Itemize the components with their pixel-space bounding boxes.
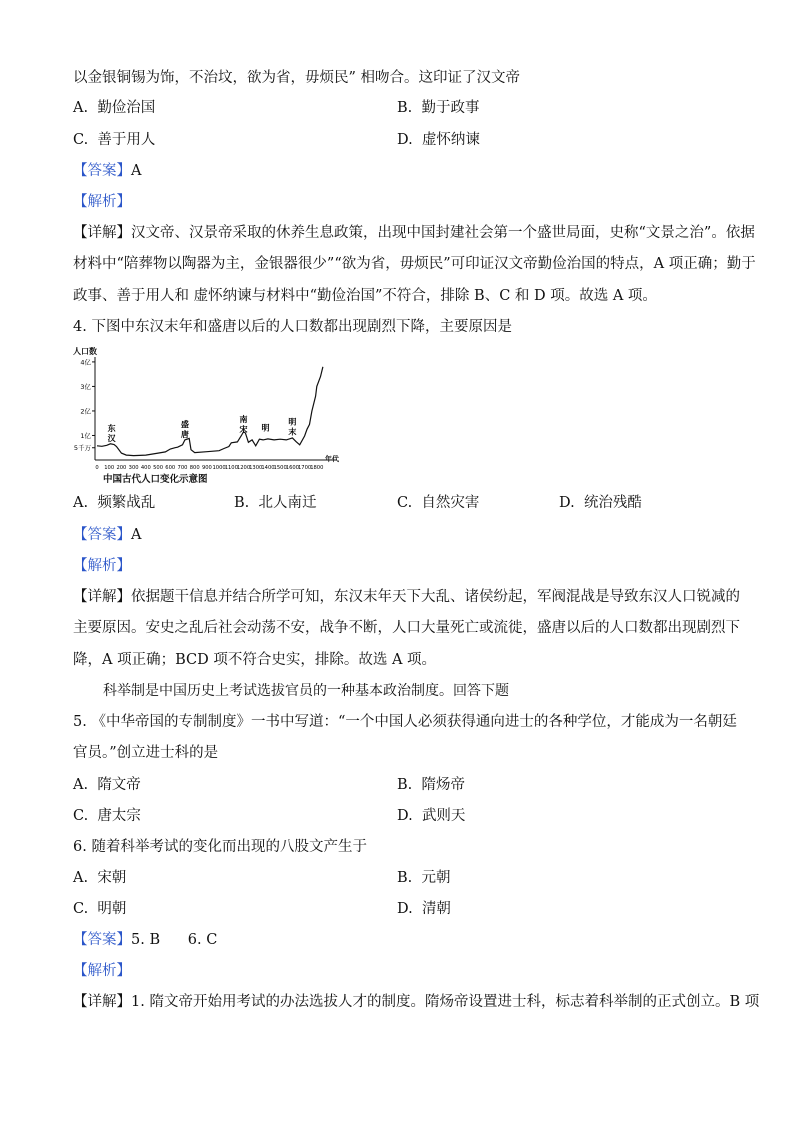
q5-stem-line-1: 5. 《中华帝国的专制制度》一书中写道：“一个中国人必须获得通向进士的各种学位，才能成为一名朝廷: [73, 714, 737, 730]
chart-annotation: 盛: [180, 419, 189, 429]
chart-xtick-label: 800: [189, 465, 200, 471]
q5-option-c: C. 唐太宗: [73, 808, 141, 824]
q56-analysis-tag: 【解析】: [73, 963, 131, 979]
q4-stem: 4. 下图中东汉末年和盛唐以后的人口数都出现剧烈下降，主要原因是: [73, 319, 512, 335]
chart-ytick-label: 3亿: [80, 382, 91, 391]
chart-annotation: 明: [288, 417, 297, 427]
q4-detail-line-2: 主要原因。安史之乱后社会动荡不安，战争不断，人口大量死亡或流徙，盛唐以后的人口数都出现剧烈下: [73, 620, 740, 636]
chart-annotation: 宋: [239, 424, 248, 434]
chart-series-line: [97, 367, 323, 456]
chart-xtick-label: 1400: [261, 465, 275, 471]
q5-option-d: D. 武则天: [397, 808, 466, 824]
q3-detail-line-2: 材料中“陪葬物以陶器为主，金银器很少”“欲为省，毋烦民”可印证汉文帝勤俭治国的特点，A 项正确；勤于: [73, 256, 756, 272]
q3-detail-line-1: 【详解】汉文帝、汉景帝采取的休养生息政策，出现中国封建社会第一个盛世局面，史称“文景之治”。依据: [73, 225, 755, 241]
q3-answer: 【答案】A: [73, 163, 142, 179]
chart-xtick-label: 1600: [285, 465, 299, 471]
q56-detail-line: 【详解】1. 隋文帝开始用考试的办法选拔人才的制度。隋炀帝设置进士科，标志着科举制的正式创立。B 项: [73, 994, 760, 1010]
chart-xtick-label: 900: [201, 465, 212, 471]
chart-annotation: 明: [261, 423, 270, 433]
chart-xtick-label: 0: [95, 465, 99, 471]
chart-xtick-label: 400: [140, 465, 151, 471]
chart-ytick-label: 5千万: [73, 444, 91, 453]
q4-option-d: D. 统治残酷: [559, 495, 642, 511]
q5-option-a: A. 隋文帝: [73, 777, 141, 793]
chart-ytick-label: 1亿: [80, 431, 91, 440]
q6-option-d: D. 清朝: [397, 901, 451, 917]
chart-xlabel: 年代: [325, 455, 339, 463]
chart-annotation: 末: [288, 427, 297, 437]
chart-ylabel: 人口数: [73, 347, 97, 356]
chart-annotation: 南: [239, 414, 248, 424]
text-line: 以金银铜锡为饰，不治坟，欲为省，毋烦民” 相吻合。这印证了汉文帝: [73, 70, 521, 86]
chart-ytick-label: 4亿: [80, 358, 91, 367]
q3-option-a: A. 勤俭治国: [73, 100, 156, 116]
q4-option-c: C. 自然灾害: [397, 495, 480, 511]
chart-xtick-label: 1000: [212, 465, 226, 471]
q3-option-c: C. 善于用人: [73, 132, 156, 148]
chart-annotation: 东: [107, 424, 116, 434]
q3-option-d: D. 虚怀纳谏: [397, 132, 480, 148]
intro-text: 科举制是中国历史上考试选拔官员的一种基本政治制度。回答下题: [103, 683, 509, 699]
q56-answer: 【答案】5. B 6. C: [73, 932, 218, 948]
q4-option-b: B. 北人南迁: [234, 495, 317, 511]
chart-title: 中国古代人口变化示意图: [103, 474, 208, 485]
q3-option-b: B. 勤于政事: [397, 100, 480, 116]
q6-option-b: B. 元朝: [397, 870, 451, 886]
q5-option-b: B. 隋炀帝: [397, 777, 465, 793]
q4-analysis-tag: 【解析】: [73, 558, 131, 574]
q4-option-a: A. 频繁战乱: [73, 495, 156, 511]
q5-stem-line-2: 官员。”创立进士科的是: [73, 745, 219, 761]
chart-ytick-label: 2亿: [80, 407, 91, 416]
chart-xtick-label: 1700: [297, 465, 312, 471]
chart-annotation: 汉: [107, 434, 116, 444]
chart-xtick-label: 600: [165, 465, 176, 471]
q3-analysis-tag: 【解析】: [73, 194, 131, 210]
chart-xtick-label: 500: [153, 465, 164, 471]
chart-xtick-label: 200: [116, 465, 127, 471]
q4-answer: 【答案】A: [73, 527, 142, 543]
chart-xtick-label: 1800: [310, 465, 324, 471]
chart-xtick-label: 1200: [236, 465, 251, 471]
chart-xtick-label: 1500: [273, 465, 287, 471]
q3-detail-line-3: 政事、善于用人和 虚怀纳谏与材料中“勤俭治国”不符合，排除 B、C 和 D 项。故选 A 项。: [73, 288, 657, 304]
q4-detail-line-3: 降，A 项正确；BCD 项不符合史实，排除。故选 A 项。: [73, 652, 437, 668]
chart-xtick-label: 1300: [249, 465, 263, 471]
chart-xtick-label: 700: [177, 465, 188, 471]
population-chart: [73, 343, 353, 488]
chart-xtick-label: 100: [104, 465, 115, 471]
chart-xtick-label: 300: [128, 465, 139, 471]
q6-stem: 6. 随着科举考试的变化而出现的八股文产生于: [73, 839, 367, 855]
chart-xtick-label: 1100: [224, 465, 238, 471]
q6-option-c: C. 明朝: [73, 901, 127, 917]
chart-annotation: 唐: [180, 429, 189, 439]
q6-option-a: A. 宋朝: [73, 870, 127, 886]
q4-detail-line-1: 【详解】依据题干信息并结合所学可知，东汉末年天下大乱、诸侯纷起，军阀混战是导致东汉人口锐减的: [73, 589, 740, 605]
